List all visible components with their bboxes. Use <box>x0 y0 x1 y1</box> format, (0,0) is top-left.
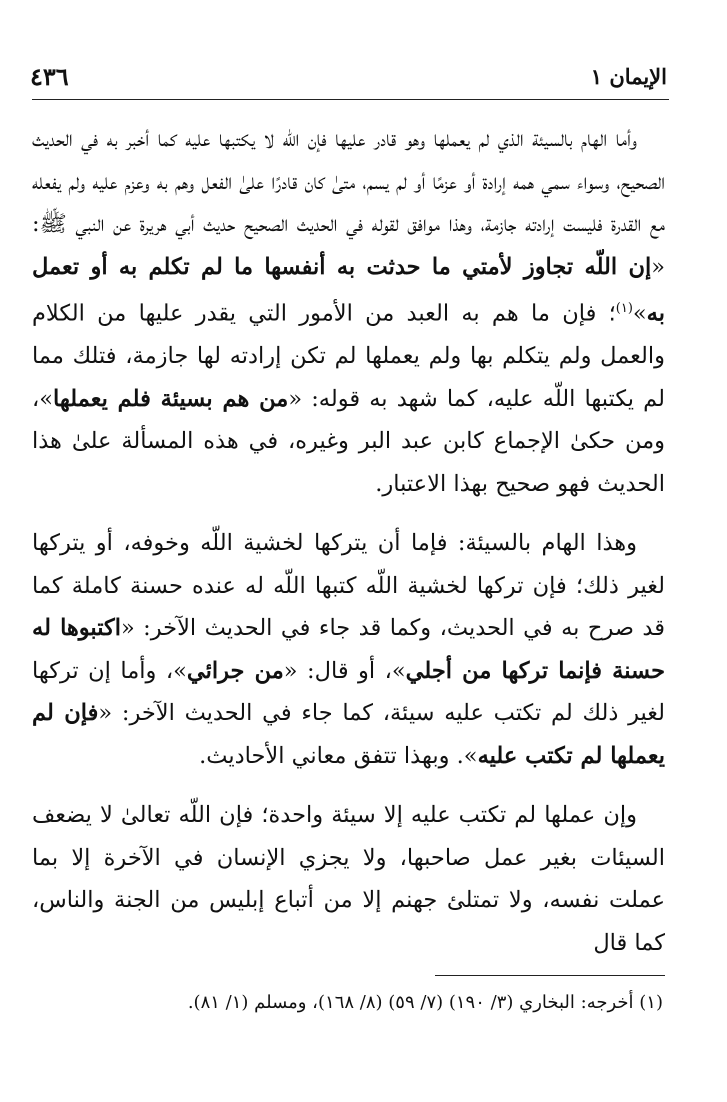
footnote-divider <box>435 975 665 976</box>
page-header <box>30 56 667 96</box>
hadith-quote: من جرائي <box>186 657 284 684</box>
hadith-quote: فإن لم يعملها لم تكتب عليه <box>32 700 665 769</box>
header-divider <box>32 99 669 100</box>
paragraph <box>32 118 665 505</box>
main-text <box>32 118 665 964</box>
running-title: الإيمان ١ <box>590 63 667 89</box>
text-segment: »، وأما إن تركها لغير ذلك لم تكتب عليه سيئة، كما جاء في الحديث الآخر: « <box>32 657 665 726</box>
text-segment: »، أو قال: « <box>283 657 406 684</box>
text-segment: ؛ فإن ما هم به العبد من الأمور التي يقدر عليها من الكلام والعمل ولم يتكلم بها ولم يعملها لم تكن إرادته لها جازمة، فتلك مما لم يكتبها اللّه عليه، كما شهد به قوله: « <box>32 300 665 412</box>
footnote-marker: (١) <box>615 301 633 316</box>
hadith-quote: إن اللّه تجاوز لأمتي ما حدثت به أنفسها ما لم تكلم به أو تعمل به <box>32 253 665 327</box>
paragraph <box>32 522 665 777</box>
text-segment: وإن عملها لم تكتب عليه إلا سيئة واحدة؛ فإن اللّه تعالىٰ لا يضعف السيئات بغير عمل صاحبها، ولا يجزي الإنسان في الآخرة إلا بما عملت نفسه، ولا تمتلئ جهنم إلا من أتباع إبليس من الجنة والناس، كما قال <box>32 802 665 956</box>
footnote: (١) أخرجه: البخاري (٣/ ١٩٠) (٧/ ٥٩) (٨/ ١٦٨)، ومسلم (١/ ٨١). <box>187 992 663 1013</box>
text-segment: وهذا الهام بالسيئة: فإما أن يتركها لخشية اللّه وخوفه، أو يتركها لغير ذلك؛ فإن تركها لخشية اللّه كتبها اللّه له عنده حسنة كاملة كما قد صرح به في الحديث، وكما قد جاء في الحديث الآخر: « <box>32 530 665 641</box>
text-segment: وأما الهام بالسيئة الذي لم يعملها وهو قادر عليها فإن اللّه لا يكتبها عليه كما أخبر به في الحديث الصحيح، وسواء سمي همه إرادة أو عزمًا أو لم يسم، متىٰ كان قادرًا علىٰ الفعل وهم به وعزم عليه ولم يفعله مع القدرة فليست إرادته جازمة، وهذا موافق لقوله في الحديث الصحيح حديث أبي هريرة عن النبي ﷺ: « <box>32 126 665 280</box>
text-segment: » <box>632 300 647 327</box>
paragraph <box>32 794 665 964</box>
text-segment: »، ومن حكىٰ الإجماع كابن عبد البر وغيره، في هذه المسألة علىٰ هذا الحديث فهو صحيح بهذا الاعتبار. <box>32 385 665 497</box>
text-segment: ». وبهذا تتفق معاني الأحاديث. <box>199 742 478 769</box>
hadith-quote: اكتبوها له حسنة فإنما تركها من أجلي <box>32 615 666 684</box>
page-number: ٤٣٦ <box>30 61 69 91</box>
hadith-quote: من هم بسيئة فلم يعملها <box>53 385 289 412</box>
